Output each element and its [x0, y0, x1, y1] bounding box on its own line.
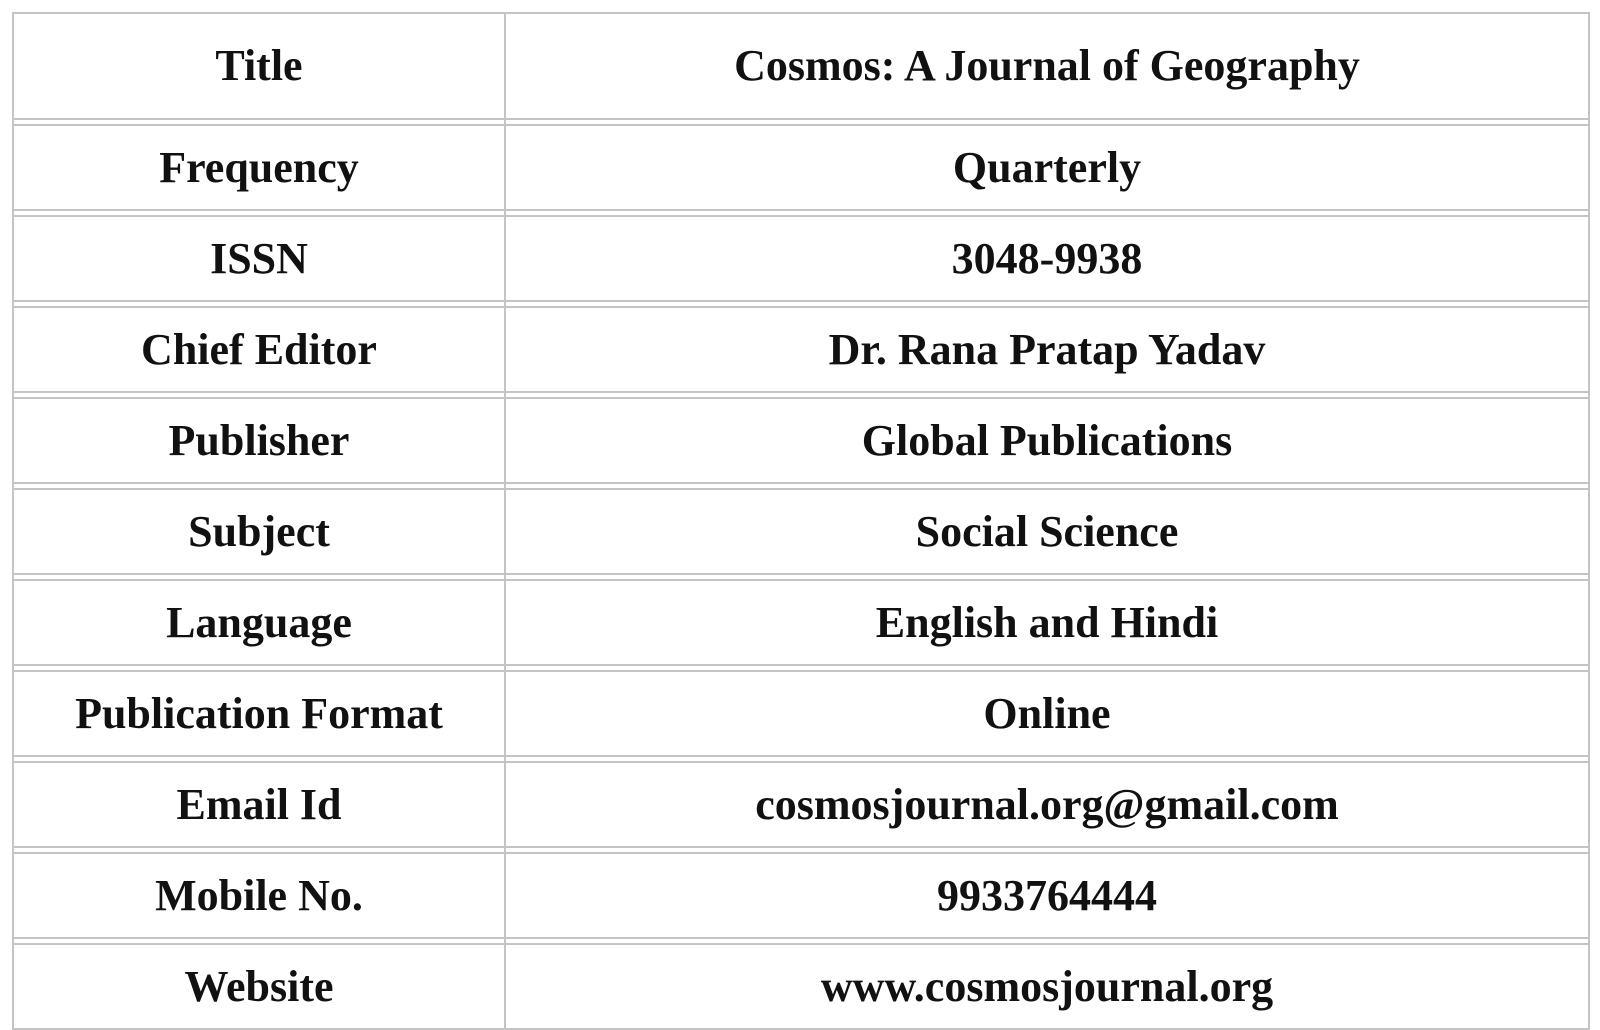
table-row-publication-format — [14, 670, 1588, 757]
value-email: cosmosjournal.org@gmail.com — [506, 761, 1588, 848]
label-publication-format: Publication Format — [14, 670, 506, 757]
label-issn: ISSN — [14, 215, 506, 302]
table-row-title — [14, 12, 1588, 120]
table-row-website — [14, 943, 1588, 1030]
value-mobile: 9933764444 — [506, 852, 1588, 939]
value-publisher: Global Publications — [506, 397, 1588, 484]
label-email: Email Id — [14, 761, 506, 848]
value-website: www.cosmosjournal.org — [506, 943, 1588, 1030]
table-row-issn — [14, 215, 1588, 302]
table-row-email — [14, 761, 1588, 848]
value-publication-format: Online — [506, 670, 1588, 757]
value-frequency: Quarterly — [506, 124, 1588, 211]
label-title: Title — [14, 12, 506, 120]
label-frequency: Frequency — [14, 124, 506, 211]
label-website: Website — [14, 943, 506, 1030]
label-chief-editor: Chief Editor — [14, 306, 506, 393]
table-row-frequency — [14, 124, 1588, 211]
table-row-publisher — [14, 397, 1588, 484]
value-language: English and Hindi — [506, 579, 1588, 666]
value-title: Cosmos: A Journal of Geography — [506, 12, 1588, 120]
label-subject: Subject — [14, 488, 506, 575]
table-row-subject — [14, 488, 1588, 575]
label-publisher: Publisher — [14, 397, 506, 484]
table-row-language — [14, 579, 1588, 666]
value-chief-editor: Dr. Rana Pratap Yadav — [506, 306, 1588, 393]
label-mobile: Mobile No. — [14, 852, 506, 939]
journal-info-table — [12, 12, 1590, 1030]
value-subject: Social Science — [506, 488, 1588, 575]
label-language: Language — [14, 579, 506, 666]
table-row-mobile — [14, 852, 1588, 939]
table-row-chief-editor — [14, 306, 1588, 393]
value-issn: 3048-9938 — [506, 215, 1588, 302]
